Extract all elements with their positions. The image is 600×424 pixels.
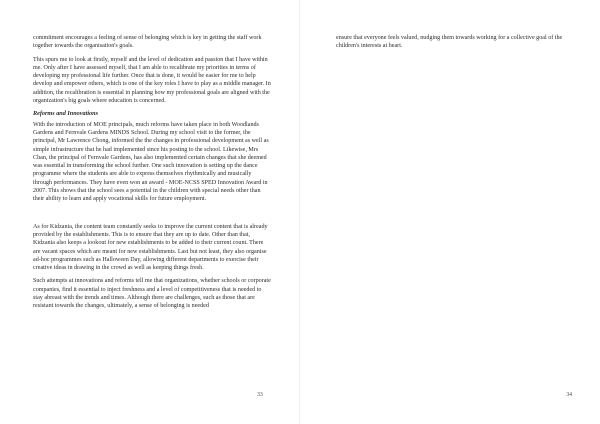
paragraph: This spurs me to look at firstly, myself and the level of dedication and passion that I have within me. Only after I have assessed myself, that I am able to recalibrate my priorities in terms of developing my professional life further. Once that is done, it would be easier for me to help develop and empower others, which is one of the key roles I have to play as a middle manager. In addition, the recalibration is essential in planning how my professional goals are aligned with the organization's big goals where education is concerned. — [33, 56, 271, 105]
paragraph: As for Kidzania, the content team constantly seeks to improve the current content that is already provided by the establishments. This is to ensure that they are up to date. Other than that, Kidzania also keeps a lookout for new establishments to be added to their current count. There are vacant spaces which are meant for new establishments. Last but not least, they also organise ad-hoc programmes such as Halloween Day, allowing different departments to exercise their creative ideas in drawing in the crowd as well as keeping things fresh. — [33, 223, 268, 272]
paragraph: ensure that everyone feels valued, nudging them towards working for a collective goal of the children's interests at heart. — [336, 35, 563, 50]
right-page — [300, 0, 600, 424]
page-number: 33 — [257, 392, 263, 398]
right-text-column — [336, 34, 570, 56]
paragraph-spacer — [33, 209, 271, 223]
left-text-column — [33, 34, 271, 316]
page-number: 34 — [566, 392, 572, 398]
paragraph: commitment encourages a feeling of sense of belonging which is key in getting the staff work together towards the organisation's goals. — [33, 35, 262, 50]
paragraph: Such attempts at innovations and reforms tell me that organizations, whether schools or corporate companies, find it essential to inject freshness and a level of competitiveness that is needed to stay abreast with the trends and times. Although there are challenges, such as those that are resistant towards the changes, ultimately, a sense of belonging is needed — [33, 278, 271, 310]
section-heading: Reforms and Innovations — [33, 110, 98, 118]
paragraph: With the introduction of MOE principals, much reforms have taken place in both Woodlands Gardens and Fernvale Gardens MINDS School. During my school visit to the former, the principal, Mr Lawrence Chong, informed the the changes in professional development as well as simple infrastructure that he had implemented since his posting to the school. Likewise, Mrs Chan, the principal of Fernvale Gardens, has also implemented certain changes that she deemed was essential in transforming the school further. One such innovation is setting up the dance programme where the students are able to express themselves rhythmically and musically through performances. They have even won an award - MOE-NCSS SPED Innovation Award in 2007. This shows that the school sees a potential in the children with special needs other than their ability to learn and apply vocational skills for future employment. — [33, 121, 269, 203]
